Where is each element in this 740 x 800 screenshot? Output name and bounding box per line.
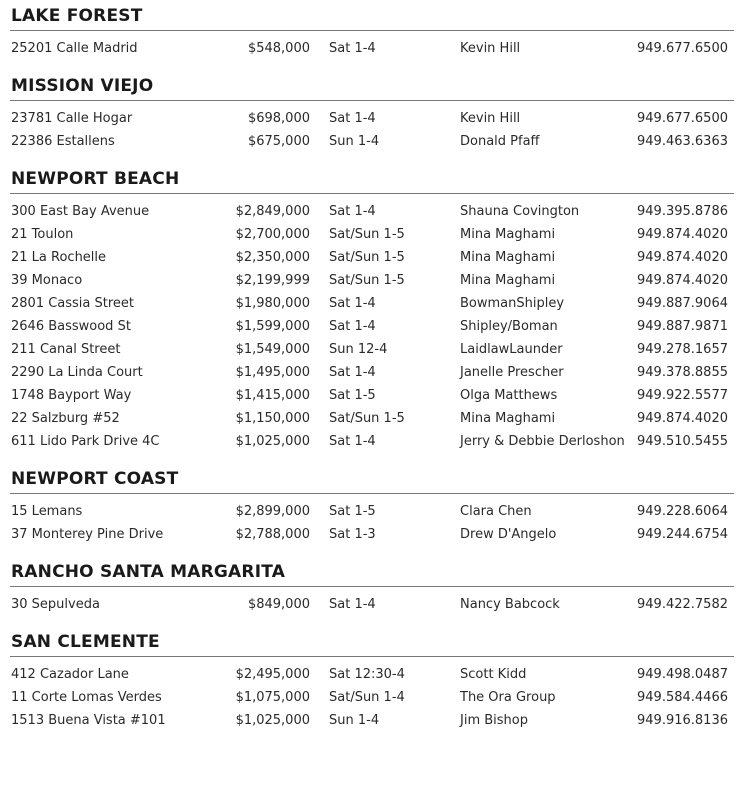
open-house-time: Sun 1-4: [329, 134, 380, 149]
listing-price: $1,980,000: [235, 296, 310, 311]
city-section: [0, 6, 740, 60]
listing-address: 2646 Basswood St: [11, 319, 131, 334]
city-heading: NEWPORT COAST: [11, 469, 179, 489]
open-house-time: Sat/Sun 1-5: [329, 411, 405, 426]
open-house-time: Sat 1-4: [329, 597, 376, 612]
listing-address: 23781 Calle Hogar: [11, 111, 133, 126]
open-house-time: Sat 1-5: [329, 504, 376, 519]
agent-name: Nancy Babcock: [460, 597, 560, 612]
listing-row: [0, 200, 740, 223]
agent-phone: 949.677.6500: [637, 41, 728, 56]
listing-row: [0, 686, 740, 709]
agent-name: BowmanShipley: [460, 296, 565, 311]
agent-phone: 949.510.5455: [637, 434, 728, 449]
listing-row: [0, 361, 740, 384]
agent-phone: 949.874.4020: [637, 273, 728, 288]
agent-phone: 949.463.6363: [637, 134, 728, 149]
open-house-time: Sat 12:30-4: [329, 667, 405, 682]
agent-phone: 949.922.5577: [637, 388, 728, 403]
agent-phone: 949.887.9871: [637, 319, 728, 334]
agent-name: Shipley/Boman: [460, 319, 558, 334]
agent-name: Kevin Hill: [460, 41, 521, 56]
listing-row: [0, 315, 740, 338]
listing-row: [0, 407, 740, 430]
listing-price: $1,415,000: [235, 388, 310, 403]
city-heading: RANCHO SANTA MARGARITA: [11, 562, 286, 582]
listing-address: 30 Sepulveda: [11, 597, 100, 612]
city-section: [0, 76, 740, 153]
city-heading: MISSION VIEJO: [11, 76, 154, 96]
open-house-time: Sat/Sun 1-5: [329, 250, 405, 265]
listing-price: $2,700,000: [235, 227, 310, 242]
agent-phone: 949.874.4020: [637, 227, 728, 242]
open-house-time: Sun 1-4: [329, 713, 380, 728]
open-house-time: Sun 12-4: [329, 342, 388, 357]
city-heading: SAN CLEMENTE: [11, 632, 160, 652]
open-house-time: Sat 1-4: [329, 296, 376, 311]
listing-address: 37 Monterey Pine Drive: [11, 527, 164, 542]
city-section: [0, 632, 740, 732]
open-house-time: Sat 1-5: [329, 388, 376, 403]
listing-price: $1,549,000: [235, 342, 310, 357]
listing-price: $1,025,000: [235, 434, 310, 449]
agent-name: Mina Maghami: [460, 411, 556, 426]
listing-address: 211 Canal Street: [11, 342, 121, 357]
agent-name: Janelle Prescher: [460, 365, 564, 380]
agent-phone: 949.677.6500: [637, 111, 728, 126]
listing-price: $2,899,000: [235, 504, 310, 519]
agent-name: Shauna Covington: [460, 204, 580, 219]
agent-phone: 949.244.6754: [637, 527, 728, 542]
listing-address: 15 Lemans: [11, 504, 83, 519]
listing-row: [0, 246, 740, 269]
agent-name: Mina Maghami: [460, 273, 556, 288]
listing-row: [0, 107, 740, 130]
open-house-time: Sat 1-4: [329, 319, 376, 334]
listing-address: 22386 Estallens: [11, 134, 115, 149]
listing-price: $2,849,000: [235, 204, 310, 219]
listing-address: 39 Monaco: [11, 273, 83, 288]
listing-address: 611 Lido Park Drive 4C: [11, 434, 160, 449]
listing-price: $1,495,000: [235, 365, 310, 380]
section-divider: [10, 656, 734, 657]
listing-row: [0, 430, 740, 453]
open-house-time: Sat/Sun 1-5: [329, 273, 405, 288]
listing-row: [0, 130, 740, 153]
agent-name: Olga Matthews: [460, 388, 558, 403]
agent-phone: 949.874.4020: [637, 411, 728, 426]
agent-name: Clara Chen: [460, 504, 532, 519]
agent-phone: 949.278.1657: [637, 342, 728, 357]
agent-phone: 949.584.4466: [637, 690, 728, 705]
listing-address: 1513 Buena Vista #101: [11, 713, 166, 728]
agent-phone: 949.395.8786: [637, 204, 728, 219]
listing-address: 21 Toulon: [11, 227, 74, 242]
listing-row: [0, 523, 740, 546]
listing-address: 21 La Rochelle: [11, 250, 107, 265]
section-divider: [10, 193, 734, 194]
listing-price: $2,788,000: [235, 527, 310, 542]
listing-price: $1,025,000: [235, 713, 310, 728]
city-section: [0, 169, 740, 453]
agent-name: Mina Maghami: [460, 250, 556, 265]
agent-phone: 949.378.8855: [637, 365, 728, 380]
listing-address: 2290 La Linda Court: [11, 365, 143, 380]
open-house-time: Sat/Sun 1-4: [329, 690, 405, 705]
section-divider: [10, 30, 734, 31]
open-house-time: Sat 1-4: [329, 434, 376, 449]
section-divider: [10, 100, 734, 101]
listing-row: [0, 338, 740, 361]
agent-phone: 949.874.4020: [637, 250, 728, 265]
section-divider: [10, 586, 734, 587]
listing-price: $1,150,000: [235, 411, 310, 426]
listing-row: [0, 384, 740, 407]
agent-name: Jerry & Debbie Derloshon: [460, 434, 625, 449]
agent-name: Jim Bishop: [460, 713, 528, 728]
agent-name: Mina Maghami: [460, 227, 556, 242]
listing-price: $1,599,000: [235, 319, 310, 334]
listing-address: 22 Salzburg #52: [11, 411, 120, 426]
agent-phone: 949.228.6064: [637, 504, 728, 519]
city-heading: LAKE FOREST: [11, 6, 143, 26]
open-house-time: Sat 1-4: [329, 365, 376, 380]
listing-price: $1,075,000: [235, 690, 310, 705]
city-heading: NEWPORT BEACH: [11, 169, 180, 189]
listing-address: 300 East Bay Avenue: [11, 204, 150, 219]
listing-row: [0, 709, 740, 732]
agent-name: Scott Kidd: [460, 667, 527, 682]
listing-row: [0, 37, 740, 60]
listing-row: [0, 500, 740, 523]
agent-phone: 949.422.7582: [637, 597, 728, 612]
agent-phone: 949.498.0487: [637, 667, 728, 682]
agent-name: Drew D'Angelo: [460, 527, 557, 542]
listing-row: [0, 663, 740, 686]
agent-name: Kevin Hill: [460, 111, 521, 126]
listing-price: $2,199,999: [235, 273, 310, 288]
section-divider: [10, 493, 734, 494]
open-house-time: Sat 1-4: [329, 204, 376, 219]
listing-address: 2801 Cassia Street: [11, 296, 135, 311]
open-house-time: Sat/Sun 1-5: [329, 227, 405, 242]
agent-name: Donald Pfaff: [460, 134, 540, 149]
listing-row: [0, 292, 740, 315]
listing-price: $675,000: [247, 134, 310, 149]
listing-address: 25201 Calle Madrid: [11, 41, 138, 56]
listing-row: [0, 269, 740, 292]
agent-name: LaidlawLaunder: [460, 342, 563, 357]
listing-address: 11 Corte Lomas Verdes: [11, 690, 162, 705]
listing-row: [0, 593, 740, 616]
open-house-time: Sat 1-3: [329, 527, 376, 542]
listing-address: 1748 Bayport Way: [11, 388, 132, 403]
agent-name: The Ora Group: [460, 690, 556, 705]
listing-price: $2,495,000: [235, 667, 310, 682]
listing-price: $548,000: [247, 41, 310, 56]
open-house-time: Sat 1-4: [329, 111, 376, 126]
listing-row: [0, 223, 740, 246]
city-section: [0, 469, 740, 546]
listing-price: $849,000: [247, 597, 310, 612]
listing-address: 412 Cazador Lane: [11, 667, 129, 682]
listing-price: $698,000: [247, 111, 310, 126]
city-section: [0, 562, 740, 616]
agent-phone: 949.916.8136: [637, 713, 728, 728]
agent-phone: 949.887.9064: [637, 296, 728, 311]
listing-price: $2,350,000: [235, 250, 310, 265]
open-house-time: Sat 1-4: [329, 41, 376, 56]
